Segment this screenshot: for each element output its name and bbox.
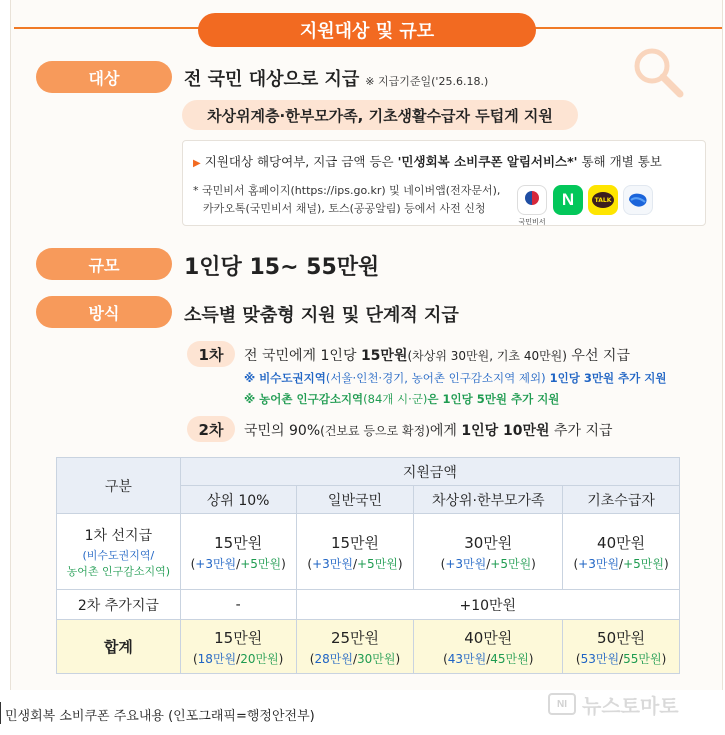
row2-first-cell: - xyxy=(180,590,296,620)
total-range: (28만원/30만원) xyxy=(309,651,401,666)
total-b: 30만원 xyxy=(357,651,396,666)
table-row-total xyxy=(57,620,680,674)
bonus-a: +3만원 xyxy=(445,556,487,571)
target-heading-text: 전 국민 대상으로 지급 xyxy=(184,69,360,90)
bonus-a: +3만원 xyxy=(195,556,237,571)
note1-c: 1인당 3만원 추가 지원 xyxy=(545,371,667,385)
row-label-first-payment xyxy=(57,514,181,590)
step2-detail: (건보료 등으로 확정) xyxy=(320,424,430,438)
table-header-col: 상위 10% xyxy=(180,486,296,514)
triangle-bullet-icon: ▶ xyxy=(193,158,201,169)
watermark-text: 뉴스토마토 xyxy=(582,693,679,718)
support-amount-table xyxy=(56,457,680,674)
caption-cursor xyxy=(0,702,1,724)
total-amount: 50만원 xyxy=(597,628,646,647)
step1-text xyxy=(244,345,630,365)
bonus-a: +3만원 xyxy=(312,556,353,571)
bonus-b: +5만원 xyxy=(357,556,398,571)
row1-label-sub-a: (비수도권지역/ xyxy=(82,548,155,562)
target-heading xyxy=(184,65,488,91)
table-cell xyxy=(180,514,296,590)
newsis-watermark xyxy=(548,690,718,718)
notice-footnote-1: * 국민비서 홈페이지(https://ips.go.kr) 및 네이버앱(전자문서), xyxy=(193,184,501,197)
cell-bonus: (+3만원/+5만원) xyxy=(190,556,286,571)
step2-text-c: 에게 xyxy=(429,423,462,439)
row2-merged-cell: +10만원 xyxy=(296,590,679,620)
label-scale: 규모 xyxy=(36,248,172,280)
row1-label-sub-b: 농어촌 인구감소지역) xyxy=(66,564,171,578)
table-header-col: 일반국민 xyxy=(296,486,414,514)
naver-app-icon: N xyxy=(553,185,583,215)
step2-text-a: 국민의 90% xyxy=(244,423,321,439)
total-range: (18만원/20만원) xyxy=(192,651,284,666)
note1-a: ※ 비수도권지역 xyxy=(244,371,326,385)
step1-note-rural xyxy=(244,391,559,407)
toss-app-icon xyxy=(623,185,653,215)
gov-app-caption: 국민비서 xyxy=(518,218,546,226)
watermark-logo-icon: NI xyxy=(548,693,576,715)
total-range: (43만원/45만원) xyxy=(443,651,534,666)
cell-bonus: (+3만원/+5만원) xyxy=(573,556,669,571)
step2-text-d: 추가 지급 xyxy=(549,423,613,439)
note2-b: (84개 시·군) xyxy=(363,392,428,406)
kakao-bubble: TALK xyxy=(592,192,614,208)
kakaotalk-app-icon xyxy=(588,185,618,215)
total-amount: 15만원 xyxy=(214,628,263,647)
step2-pill: 2차 xyxy=(187,416,235,442)
cell-bonus: (+3만원/+5만원) xyxy=(307,556,403,571)
total-b: 45만원 xyxy=(490,651,529,666)
note2-c: 은 1인당 5만원 추가 지원 xyxy=(427,392,560,406)
notice-box xyxy=(182,140,706,226)
step2-amount: 1인당 10만원 xyxy=(461,423,550,439)
cell-amount: 15만원 xyxy=(214,533,263,552)
row3-label xyxy=(57,620,181,674)
row2-label: 2차 추가지급 xyxy=(57,590,181,620)
total-label: 합계 xyxy=(103,638,133,656)
table-row xyxy=(57,590,680,620)
step1-detail: (차상위 30만원, 기초 40만원) xyxy=(407,349,567,363)
step1-text-c: 우선 지급 xyxy=(566,348,630,364)
step1-pill: 1차 xyxy=(187,341,235,367)
label-target: 대상 xyxy=(36,61,172,93)
table-header-category: 구분 xyxy=(57,458,181,514)
cell-bonus: (+3만원/+5만원) xyxy=(440,556,536,571)
total-a: 18만원 xyxy=(197,651,237,666)
table-row xyxy=(57,514,680,590)
table-cell xyxy=(563,514,680,590)
step1-note-noncapital xyxy=(244,370,667,386)
table-cell xyxy=(296,620,414,674)
notice-service-name: '민생회복 소비쿠폰 알림서비스*' xyxy=(397,154,578,169)
target-emphasis: 차상위계층·한부모가족, 기초생활수급자 두텁게 지원 xyxy=(182,100,578,130)
total-range: (53만원/55만원) xyxy=(575,651,667,666)
table-cell xyxy=(414,620,563,674)
row1-label: 1차 선지급 xyxy=(84,527,153,544)
bonus-a: +3만원 xyxy=(578,556,620,571)
table-header-group: 지원금액 xyxy=(180,458,679,486)
table-header-col: 기초수급자 xyxy=(563,486,680,514)
notice-line xyxy=(193,152,662,170)
target-heading-note: ※ 지급기준일('25.6.18.) xyxy=(365,75,489,88)
gov-secretary-app-icon xyxy=(517,185,547,226)
taegeuk-emblem-icon xyxy=(525,191,539,205)
note1-b: (서울·인천·경기, 농어촌 인구감소지역 제외) xyxy=(325,371,546,385)
total-amount: 40만원 xyxy=(464,628,513,647)
total-a: 28만원 xyxy=(314,651,353,666)
total-a: 53만원 xyxy=(580,651,620,666)
total-a: 43만원 xyxy=(447,651,487,666)
cell-amount: 30만원 xyxy=(464,533,513,552)
table-cell xyxy=(180,620,296,674)
image-caption: 민생회복 소비쿠폰 주요내용 (인포그래픽=행정안전부) xyxy=(5,709,315,724)
total-b: 20만원 xyxy=(240,651,279,666)
step1-amount: 15만원 xyxy=(360,348,408,364)
table-header-col: 차상위·한부모가족 xyxy=(414,486,563,514)
cell-amount: 15만원 xyxy=(330,533,380,552)
step1-text-a: 전 국민에게 1인당 xyxy=(244,348,361,364)
label-method: 방식 xyxy=(36,296,172,328)
scale-heading: 1인당 15~ 55만원 xyxy=(184,255,380,280)
table-cell xyxy=(563,620,680,674)
row1-label-sub xyxy=(57,547,180,579)
toss-logo-icon xyxy=(627,191,649,209)
bonus-b: +5만원 xyxy=(490,556,532,571)
page-title: 지원대상 및 규모 xyxy=(198,13,536,47)
table-cell xyxy=(296,514,414,590)
notice-suffix: 통해 개별 통보 xyxy=(577,154,662,169)
total-amount: 25만원 xyxy=(330,628,380,647)
bonus-b: +5만원 xyxy=(240,556,282,571)
cell-amount: 40만원 xyxy=(597,533,646,552)
notice-footnote-2: 카카오톡(국민비서 채널), 토스(공공알림) 등에서 사전 신청 xyxy=(203,202,486,215)
notice-prefix: 지원대상 해당여부, 지급 금액 등은 xyxy=(204,154,398,169)
step2-text xyxy=(244,420,613,440)
bonus-b: +5만원 xyxy=(623,556,664,571)
magnifier-icon xyxy=(630,44,686,100)
method-heading: 소득별 맞춤형 지원 및 단계적 지급 xyxy=(184,305,459,326)
total-b: 55만원 xyxy=(623,651,662,666)
note2-a: ※ 농어촌 인구감소지역 xyxy=(244,392,364,406)
table-cell xyxy=(414,514,563,590)
